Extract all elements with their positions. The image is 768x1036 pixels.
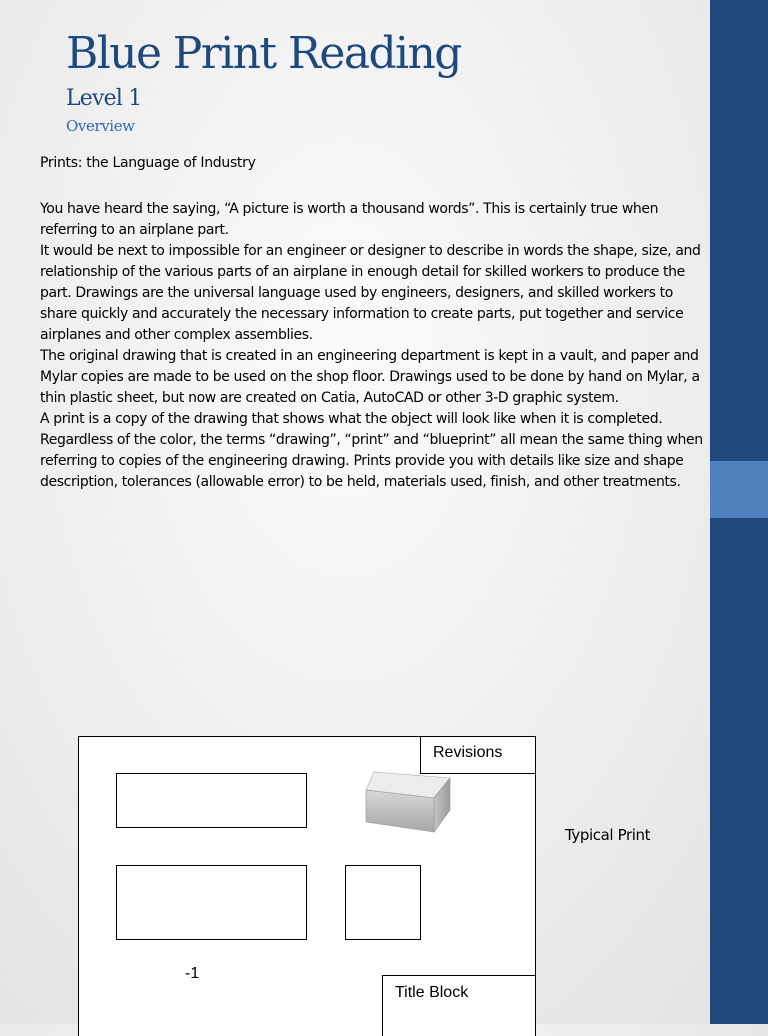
body-text bbox=[40, 199, 710, 493]
sidebar-accent-band bbox=[710, 461, 768, 518]
view-box-top bbox=[116, 773, 307, 828]
page-title: Blue Print Reading bbox=[66, 28, 461, 79]
paragraph: A print is a copy of the drawing that shows what the object will look like when it is completed. Regardless of the color, the terms “drawing”, “print” and “blueprint” all mean the same thing when referring to copies of the engineering drawing. Prints provide you with details like size and shape description, tolerances (allowable error) to be held, materials used, finish, and other treatments. bbox=[40, 411, 703, 490]
view-box-bottom-left bbox=[116, 865, 307, 940]
title-block bbox=[382, 975, 536, 1036]
content-heading: Prints: the Language of Industry bbox=[40, 155, 256, 171]
title-block-label: Title Block bbox=[395, 984, 469, 1001]
page-subtitle: Level 1 bbox=[66, 86, 142, 111]
section-label: Overview bbox=[66, 117, 135, 135]
isometric-block-icon bbox=[362, 768, 458, 834]
dash-number: -1 bbox=[185, 965, 200, 982]
paragraph: The original drawing that is created in an engineering department is kept in a vault, and paper and Mylar copies are made to be used on the shop floor. Drawings used to be done by hand on Mylar, a thin plastic sheet, but now are created on Catia, AutoCAD or other 3-D graphic system. bbox=[40, 348, 700, 406]
view-box-bottom-right bbox=[345, 865, 421, 940]
diagram-caption: Typical Print bbox=[565, 826, 651, 844]
paragraph: It would be next to impossible for an engineer or designer to describe in words the shape, size, and relationship of the various parts of an airplane in enough detail for skilled workers to produce the part. Drawings are the universal language used by engineers, designers, and skilled workers to share quickly and accurately the necessary information to create parts, put together and service airplanes and other complex assemblies. bbox=[40, 243, 701, 343]
revisions-label: Revisions bbox=[433, 744, 503, 761]
paragraph: You have heard the saying, “A picture is worth a thousand words”. This is certainly true when referring to an airplane part. bbox=[40, 201, 659, 238]
